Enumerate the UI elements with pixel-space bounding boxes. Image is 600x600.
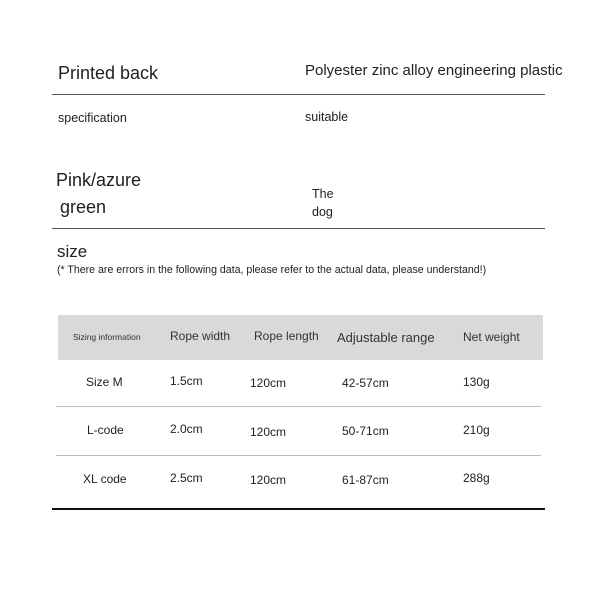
suitable-line2: dog (312, 205, 333, 219)
table-cell: 130g (463, 375, 490, 389)
size-title: size (57, 242, 88, 261)
table-cell: 120cm (250, 376, 287, 390)
table-cell: 61-87cm (342, 473, 389, 487)
table-cell: 120cm (250, 425, 287, 439)
material-value: Polyester zinc alloy engineering plastic (305, 62, 563, 79)
divider (52, 94, 545, 95)
material-label: Printed back (58, 63, 159, 83)
header-sizing-information: Sizing information (73, 332, 141, 342)
header-adjustable-range: Adjustable range (337, 330, 435, 345)
table-cell: 210g (463, 423, 490, 437)
spec-value: suitable (305, 110, 349, 124)
row-divider (56, 455, 541, 456)
table-cell: 1.5cm (170, 374, 203, 388)
size-note: (* There are errors in the following data, please refer to the actual data, please understand!) (57, 264, 487, 276)
table-cell: 288g (463, 471, 490, 485)
table-cell: 120cm (250, 473, 287, 487)
table-cell: 50-71cm (342, 424, 389, 438)
suitable-line1: The (312, 187, 334, 201)
table-bottom-border (52, 508, 545, 510)
table-cell: Size M (86, 375, 123, 389)
header-net-weight: Net weight (463, 330, 520, 344)
table-cell: XL code (83, 472, 127, 486)
header-rope-width: Rope width (170, 329, 231, 343)
spec-label: specification (58, 111, 127, 125)
color-line2: green (60, 197, 107, 217)
divider (52, 228, 545, 229)
table-cell: 2.5cm (170, 471, 203, 485)
color-line1: Pink/azure (56, 170, 142, 190)
table-cell: 42-57cm (342, 376, 389, 390)
table-cell: 2.0cm (170, 422, 203, 436)
header-rope-length: Rope length (254, 329, 319, 343)
table-cell: L-code (87, 423, 124, 437)
row-divider (56, 406, 541, 407)
